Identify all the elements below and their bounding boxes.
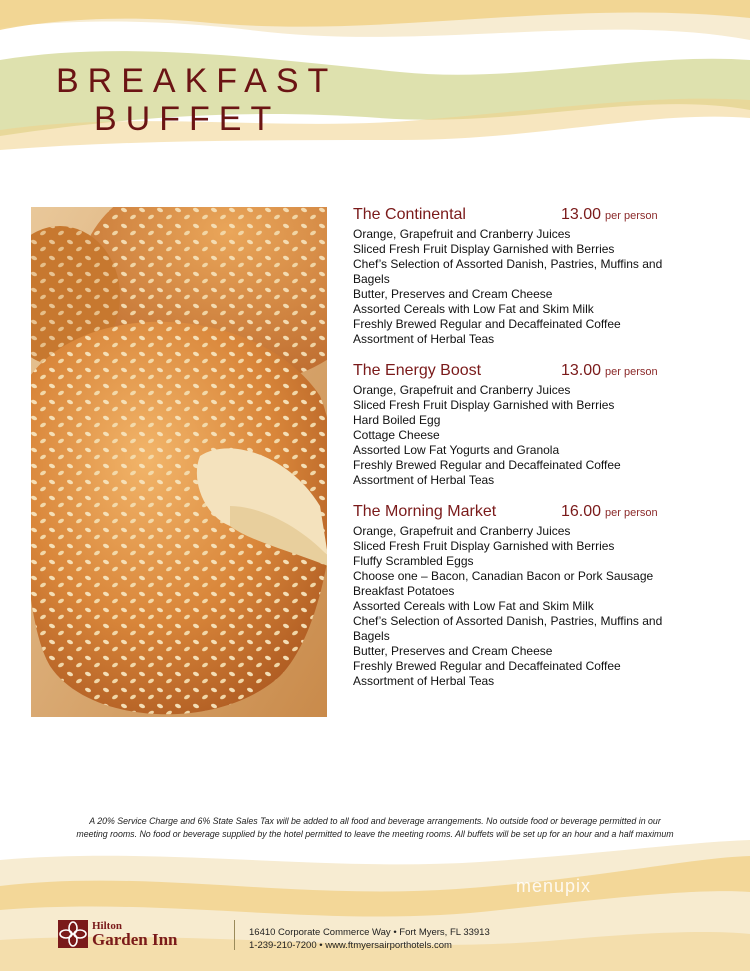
list-item: Assortment of Herbal Teas <box>353 473 495 487</box>
list-item: Butter, Preserves and Cream Cheese <box>353 644 553 658</box>
list-item: Sliced Fresh Fruit Display Garnished with Berries <box>353 539 615 553</box>
price-value: 16.00 <box>561 503 602 520</box>
list-item: Chef’s Selection of Assorted Danish, Pastries, Muffins and <box>353 614 663 628</box>
brand-name-line-2: Garden Inn <box>92 930 178 949</box>
list-item: Fluffy Scrambled Eggs <box>353 554 474 568</box>
brand-name-line-1: Hilton <box>92 920 122 932</box>
section-items <box>353 383 683 488</box>
bagel-photo <box>30 206 328 718</box>
list-item: Bagels <box>353 629 390 643</box>
list-item: Assorted Low Fat Yogurts and Granola <box>353 443 560 457</box>
list-item: Hard Boiled Egg <box>353 413 441 427</box>
section-items <box>353 524 683 689</box>
page-title <box>56 62 337 138</box>
list-item: Sliced Fresh Fruit Display Garnished with Berries <box>353 242 615 256</box>
list-item: Assorted Cereals with Low Fat and Skim Milk <box>353 302 594 316</box>
section-header <box>353 503 683 524</box>
footer-divider <box>234 920 235 950</box>
section-header <box>353 362 683 383</box>
disclaimer <box>30 815 720 841</box>
footer-address <box>249 926 490 952</box>
section-name: The Energy Boost <box>353 362 482 379</box>
disclaimer-line-1: A 20% Service Charge and 6% State Sales Tax will be added to all food and beverage arrangements. No outside food or beverage permitted in our <box>89 816 661 826</box>
list-item: Chef’s Selection of Assorted Danish, Pastries, Muffins and <box>353 257 663 271</box>
price-unit: per person <box>605 507 658 519</box>
section-price <box>561 206 658 224</box>
section-name: The Morning Market <box>353 503 497 520</box>
price-unit: per person <box>605 366 658 378</box>
section-items <box>353 227 683 347</box>
price-value: 13.00 <box>561 206 602 223</box>
list-item: Freshly Brewed Regular and Decaffeinated Coffee <box>353 458 621 472</box>
contact-line: 1-239-210-7200 • www.ftmyersairporthotels.com <box>249 940 452 951</box>
list-item: Freshly Brewed Regular and Decaffeinated Coffee <box>353 659 621 673</box>
list-item: Sliced Fresh Fruit Display Garnished with Berries <box>353 398 615 412</box>
watermark: menupix <box>516 876 592 896</box>
section-price <box>561 503 658 521</box>
list-item: Orange, Grapefruit and Cranberry Juices <box>353 227 571 241</box>
title-line-1: BREAKFAST <box>56 62 338 100</box>
list-item: Cottage Cheese <box>353 428 440 442</box>
price-value: 13.00 <box>561 362 602 379</box>
list-item: Butter, Preserves and Cream Cheese <box>353 287 553 301</box>
price-unit: per person <box>605 210 658 222</box>
list-item: Bagels <box>353 272 390 286</box>
menu-section-continental <box>353 206 683 347</box>
flower-logo-icon <box>58 920 88 948</box>
disclaimer-line-2: meeting rooms. No food or beverage supplied by the hotel permitted to leave the meeting rooms. All buffets will be set up for an hour and a half maximum <box>76 829 674 839</box>
list-item: Orange, Grapefruit and Cranberry Juices <box>353 383 571 397</box>
list-item: Assortment of Herbal Teas <box>353 332 495 346</box>
section-header <box>353 206 683 227</box>
hotel-logo <box>58 920 208 950</box>
section-name: The Continental <box>353 206 466 223</box>
list-item: Assorted Cereals with Low Fat and Skim Milk <box>353 599 594 613</box>
menu-section-morning-market <box>353 503 683 689</box>
list-item: Orange, Grapefruit and Cranberry Juices <box>353 524 571 538</box>
address-line: 16410 Corporate Commerce Way • Fort Myers, FL 33913 <box>249 927 490 938</box>
title-line-2: BUFFET <box>94 100 281 138</box>
list-item: Breakfast Potatoes <box>353 584 455 598</box>
list-item: Freshly Brewed Regular and Decaffeinated Coffee <box>353 317 621 331</box>
menu-list <box>353 206 683 704</box>
menu-section-energy-boost <box>353 362 683 488</box>
list-item: Choose one – Bacon, Canadian Bacon or Pork Sausage <box>353 569 654 583</box>
list-item: Assortment of Herbal Teas <box>353 674 495 688</box>
section-price <box>561 362 658 380</box>
